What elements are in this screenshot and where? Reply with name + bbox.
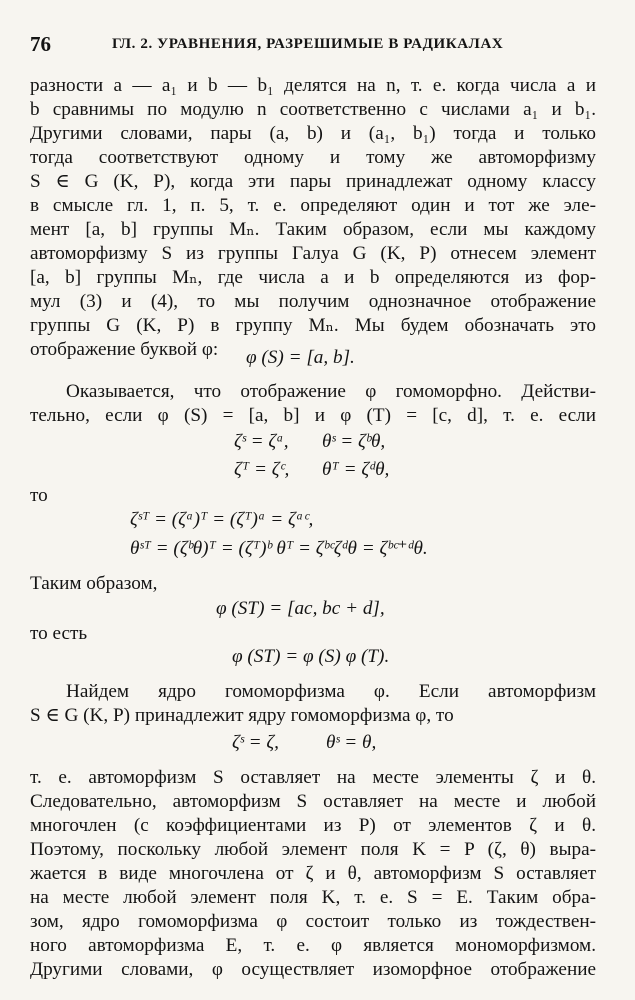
page-number: 76 xyxy=(30,32,51,56)
text-line: отображение буквой φ: xyxy=(30,339,219,360)
text-line: жается в виде многочлена от ζ и θ, автоморфизм S оставляет xyxy=(30,863,596,884)
text-line: Следовательно, автоморфизм S оставляет на месте и любой xyxy=(30,791,596,812)
equation-zeta-t: ζᵀ = ζᶜ, xyxy=(234,459,290,480)
text-line: многочлен (с коэффициентами из P) от элементов ζ и θ. xyxy=(30,815,596,836)
text-line: зом, ядро гомоморфизма φ состоит только из тождествен- xyxy=(30,911,596,932)
equation-zeta-fixed: ζˢ = ζ, xyxy=(232,732,279,753)
text-line: группы G (K, P) в группу Mₙ. Мы будем обозначать это xyxy=(30,315,596,336)
page-header xyxy=(30,32,605,58)
text-line: S ∈ G (K, P) принадлежит ядру гомоморфизма φ, то xyxy=(30,705,454,726)
text-line: Поэтому, поскольку любой элемент поля K = P (ζ, θ) выра- xyxy=(30,839,596,860)
text-to-est: то есть xyxy=(30,623,88,644)
text-line: на месте любой элемент поля K, т. е. S = E. Таким обра- xyxy=(30,887,596,908)
text-line: автоморфизму S из группы Галуа G (K, P) отнесем элемент xyxy=(30,243,596,264)
equation-theta-fixed: θˢ = θ, xyxy=(326,732,377,753)
equation-theta-s: θˢ = ζᵇθ, xyxy=(322,431,386,452)
running-head: ГЛ. 2. УРАВНЕНИЯ, РАЗРЕШИМЫЕ В РАДИКАЛАХ xyxy=(112,36,504,52)
equation-zeta-s: ζˢ = ζᵃ, xyxy=(234,431,289,452)
text-line: в смысле гл. 1, п. 5, т. е. определяют один и тот же эле- xyxy=(30,195,596,216)
text-line: разности a — a₁ и b — b₁ делятся на n, т. е. когда числа a и xyxy=(30,75,596,96)
equation-phi-st: φ (ST) = [ac, bc + d], xyxy=(216,598,385,619)
text-line: тельно, если φ (S) = [a, b] и φ (T) = [c, d], т. е. если xyxy=(30,405,596,426)
text-line: Другими словами, пары (a, b) и (a₁, b₁) тогда и только xyxy=(30,123,596,144)
text-line: тогда соответствуют одному и тому же автоморфизму xyxy=(30,147,596,168)
equation-theta-t: θᵀ = ζᵈθ, xyxy=(322,459,390,480)
equation-zeta-st: ζˢᵀ = (ζᵃ)ᵀ = (ζᵀ)ᵃ = ζᵃᶜ, xyxy=(130,509,314,530)
equation-homomorphism: φ (ST) = φ (S) φ (T). xyxy=(232,646,390,667)
text-takim-obrazom: Таким образом, xyxy=(30,573,158,594)
text-line: ного автоморфизма E, т. е. φ является мономорфизмом. xyxy=(30,935,596,956)
equation-theta-st: θˢᵀ = (ζᵇθ)ᵀ = (ζᵀ)ᵇ θᵀ = ζᵇᶜζᵈθ = ζᵇᶜ⁺ᵈθ. xyxy=(130,538,428,559)
text-line: мент [a, b] группы Mₙ. Таким образом, если мы каждому xyxy=(30,219,596,240)
text-line: [a, b] группы Mₙ, где числа a и b определяются из фор- xyxy=(30,267,596,288)
text-line: Другими словами, φ осуществляет изоморфное отображение xyxy=(30,959,596,980)
text-to: то xyxy=(30,485,48,506)
equation-phi-s: φ (S) = [a, b]. xyxy=(246,347,355,368)
text-line: мул (3) и (4), то мы получим однозначное отображение xyxy=(30,291,596,312)
text-line: т. е. автоморфизм S оставляет на месте элементы ζ и θ. xyxy=(30,767,596,788)
text-line: Найдем ядро гомоморфизма φ. Если автоморфизм xyxy=(66,681,596,702)
text-line: b сравнимы по модулю n соответственно с числами a₁ и b₁. xyxy=(30,99,596,120)
text-line: Оказывается, что отображение φ гомоморфно. Действи- xyxy=(66,381,596,402)
text-line: S ∈ G (K, P), когда эти пары принадлежат одному классу xyxy=(30,171,596,192)
